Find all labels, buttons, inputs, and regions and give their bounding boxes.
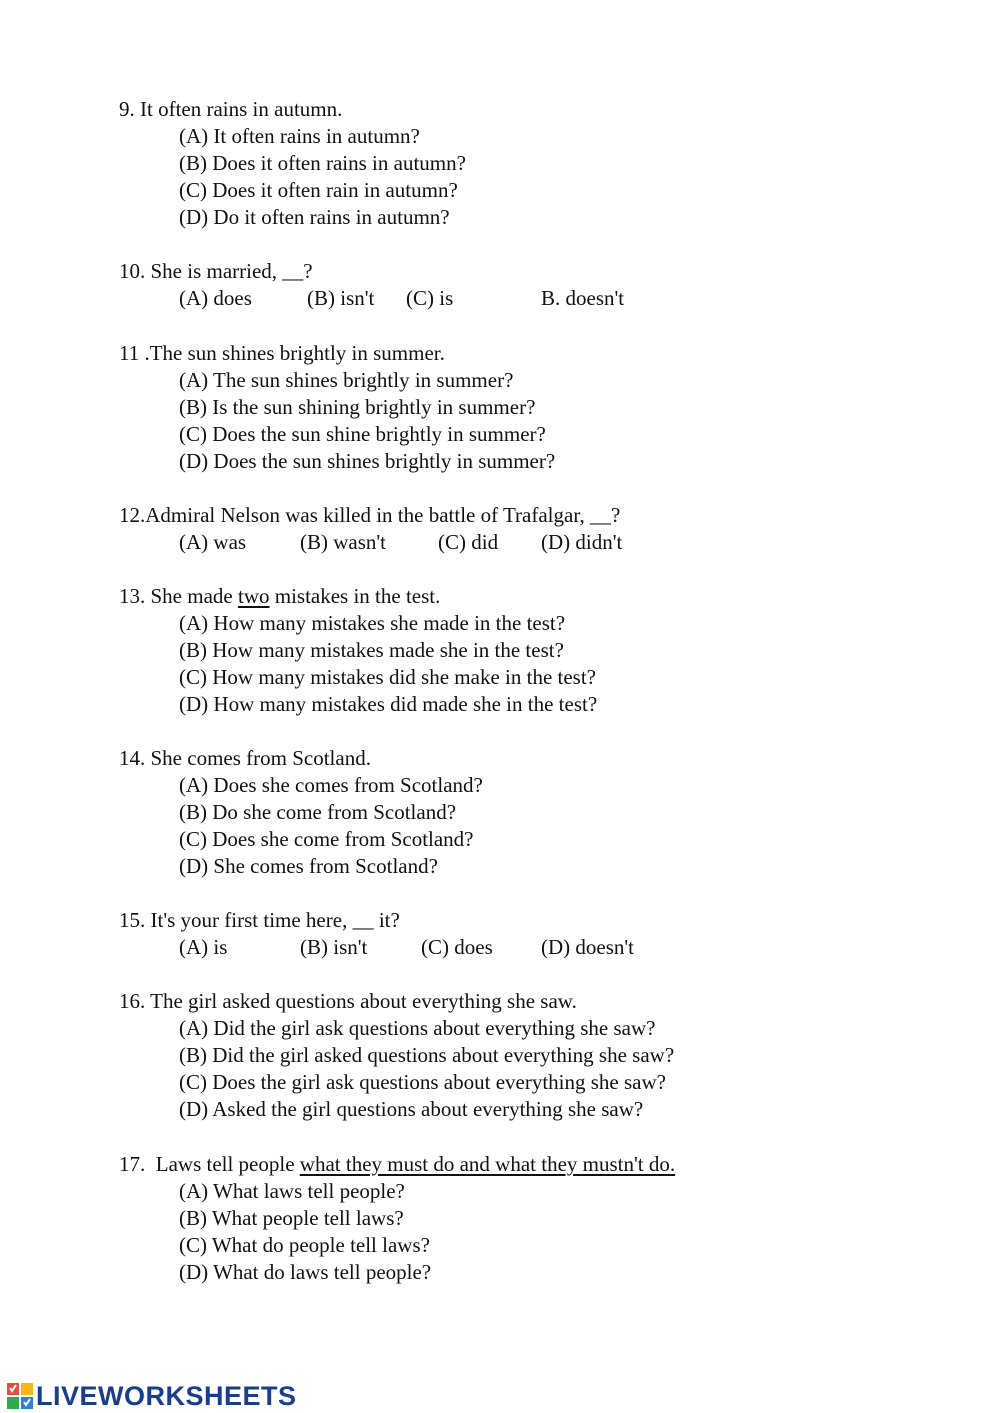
question-10-options [0, 285, 1000, 311]
question-15-stem: 15. It's your first time here, __ it? [119, 908, 400, 932]
question-16-option-d[interactable]: (D) Asked the girl questions about everything she saw? [179, 1097, 644, 1121]
question-13-stem-before: 13. She made [119, 584, 238, 608]
question-16-option-a[interactable]: (A) Did the girl ask questions about everything she saw? [179, 1016, 656, 1040]
question-11-option-a[interactable]: (A) The sun shines brightly in summer? [179, 368, 514, 392]
question-15-option-b[interactable]: (B) isn't [300, 935, 368, 959]
question-13-stem [119, 583, 440, 609]
question-9-option-a[interactable]: (A) It often rains in autumn? [179, 124, 420, 148]
question-15-option-c[interactable]: (C) does [421, 935, 493, 959]
question-9-option-c[interactable]: (C) Does it often rain in autumn? [179, 178, 458, 202]
question-17-stem-underlined: what they must do and what they mustn't do. [299, 1152, 676, 1176]
liveworksheets-logo[interactable] [6, 1380, 297, 1412]
question-12-option-c[interactable]: (C) did [438, 530, 499, 554]
question-9-option-d[interactable]: (D) Do it often rains in autumn? [179, 205, 450, 229]
question-12-stem: 12.Admiral Nelson was killed in the battle of Trafalgar, __? [119, 503, 621, 527]
question-14-option-d[interactable]: (D) She comes from Scotland? [179, 854, 438, 878]
logo-text: LIVEWORKSHEETS [36, 1381, 297, 1411]
question-15-option-d[interactable]: (D) doesn't [541, 935, 635, 959]
question-10-option-c[interactable]: (C) is [406, 286, 454, 310]
question-15-option-a[interactable]: (A) is [179, 935, 228, 959]
question-10-option-b[interactable]: (B) isn't [307, 286, 375, 310]
worksheet-icon [6, 1382, 34, 1410]
question-13-option-d[interactable]: (D) How many mistakes did made she in the test? [179, 692, 598, 716]
question-13-option-c[interactable]: (C) How many mistakes did she make in the test? [179, 665, 596, 689]
question-12-option-a[interactable]: (A) was [179, 530, 247, 554]
question-13-option-a[interactable]: (A) How many mistakes she made in the test? [179, 611, 566, 635]
question-16-option-c[interactable]: (C) Does the girl ask questions about everything she saw? [179, 1070, 666, 1094]
question-17-stem [119, 1151, 675, 1177]
question-9-option-b[interactable]: (B) Does it often rains in autumn? [179, 151, 466, 175]
question-11-option-b[interactable]: (B) Is the sun shining brightly in summer? [179, 395, 536, 419]
question-14-option-b[interactable]: (B) Do she come from Scotland? [179, 800, 457, 824]
question-13-stem-after: mistakes in the test. [269, 584, 441, 608]
question-10-option-a[interactable]: (A) does [179, 286, 252, 310]
question-11-stem: 11 .The sun shines brightly in summer. [119, 341, 445, 365]
question-17-option-c[interactable]: (C) What do people tell laws? [179, 1233, 430, 1257]
question-11-option-d[interactable]: (D) Does the sun shines brightly in summer? [179, 449, 556, 473]
question-17-stem-before: 17. Laws tell people [119, 1152, 300, 1176]
question-15-options [0, 934, 1000, 960]
question-16-stem: 16. The girl asked questions about everything she saw. [119, 989, 577, 1013]
question-17-option-b[interactable]: (B) What people tell laws? [179, 1206, 404, 1230]
question-9-stem: 9. It often rains in autumn. [119, 97, 343, 121]
question-10-stem: 10. She is married, __? [119, 259, 313, 283]
question-14-option-c[interactable]: (C) Does she come from Scotland? [179, 827, 474, 851]
question-14-option-a[interactable]: (A) Does she comes from Scotland? [179, 773, 483, 797]
question-17-option-d[interactable]: (D) What do laws tell people? [179, 1260, 432, 1284]
question-12-option-b[interactable]: (B) wasn't [300, 530, 387, 554]
question-13-stem-underlined: two [237, 584, 270, 608]
question-14-stem: 14. She comes from Scotland. [119, 746, 371, 770]
question-17-option-a[interactable]: (A) What laws tell people? [179, 1179, 405, 1203]
question-12-options [0, 529, 1000, 555]
question-11-option-c[interactable]: (C) Does the sun shine brightly in summer? [179, 422, 546, 446]
question-13-option-b[interactable]: (B) How many mistakes made she in the test? [179, 638, 564, 662]
question-16-option-b[interactable]: (B) Did the girl asked questions about everything she saw? [179, 1043, 675, 1067]
question-10-option-d[interactable]: B. doesn't [541, 286, 625, 310]
question-12-option-d[interactable]: (D) didn't [541, 530, 623, 554]
